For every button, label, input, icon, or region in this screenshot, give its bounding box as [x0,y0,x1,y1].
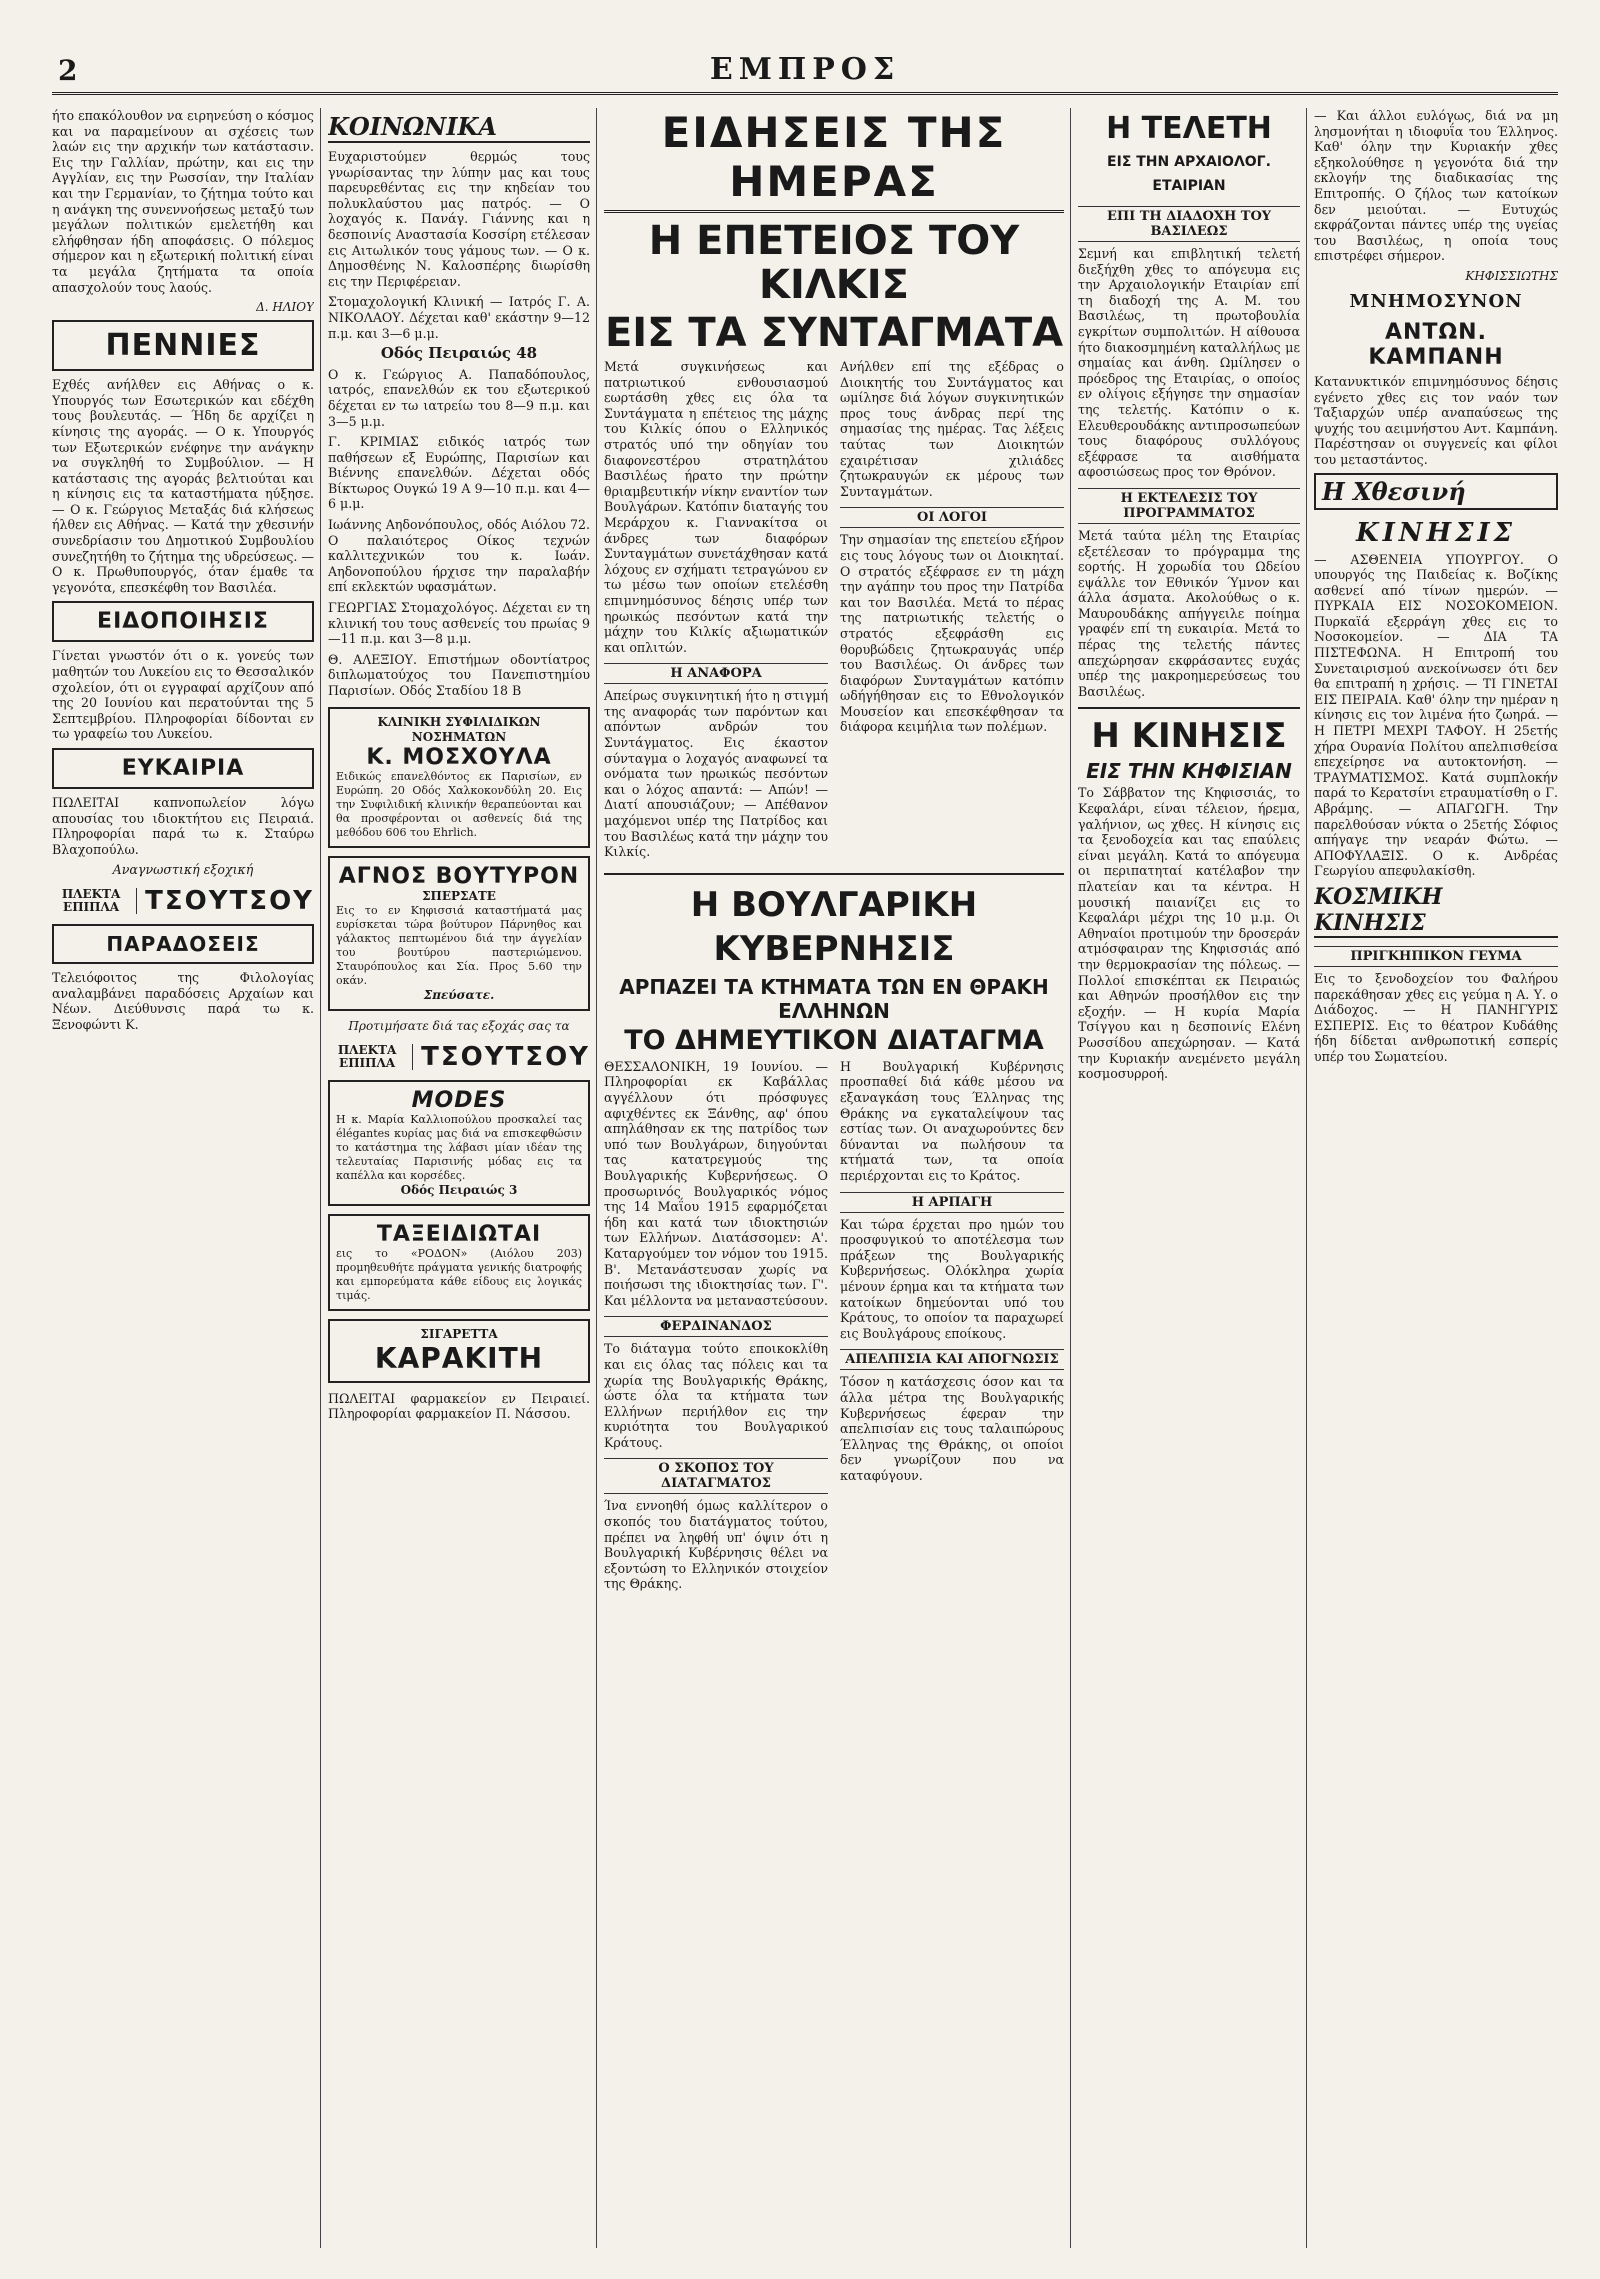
advert-subtitle: ΣΠΕΡΣΑΤΕ [422,888,496,903]
masthead [52,52,1558,95]
advert-text: Η κ. Μαρία Καλλιοπούλου προσκαλεί τας élégantes κυρίας μας διά να επισκεφθώσιν το κατάστημα της λάβασι μίαν ιδέαν της τελευταίας Παρισινής μόδας εις τα καπέλλα και κορσέδες. [336,1112,582,1182]
advert-note: Σπεύσατε. [423,987,495,1002]
article-text: Το διάταγμα τούτο εποικοκλίθη και εις όλας τας πόλεις και τα χωρία της Βουλγαρικής Θράκης, ώστε όλα τα κτήματα των Ελλήνων περιήλθον εις την κυριότητα του Βουλγαρικού Κράτους. [604,1341,828,1450]
article-text: Η Βουλγαρική Κυβέρνησις προσπαθεί διά κάθε μέσου να εξαναγκάση τους Έλληνας της Θράκης να εγκαταλείψουν τας εστίας των. Οι αναχωρούντες δεν δύνανται να πωλήσουν τα κτήματά των, τα οποία περιέρχονται εις το Κράτος. [840,1058,1064,1183]
advert-title: ΚΛΙΝΙΚΗ ΣΥΦΙΛΙΔΙΚΩΝ ΝΟΣΗΜΑΤΩΝ [377,714,541,744]
headline: ΕΙΣ ΤΑ ΣΥΝΤΑΓΜΑΤΑ [604,310,1064,356]
subheading: ΦΕΡΔΙΝΑΝΔΟΣ [604,1316,828,1337]
doctor-address: Οδός Πειραιώς 48 [380,344,538,363]
advert-brand: ΤΣΟΥΤΣΟΥ [421,1041,590,1072]
article-text: Ίνα εννοηθή όμως καλλίτερον ο σκοπός του διατάγματος τούτου, πρέπει να ληφθή υπ' όψιν ότι η Βουλγαρική Κυβέρνησις θέλει να εξοντώση το Ελληνικόν στοιχείον της Θράκης. [604,1498,828,1592]
doctor-notice: Ο κ. Γεώργιος Α. Παπαδόπουλος, ιατρός, επανελθών εκ του εξωτερικού δέχεται εν τω ιατρείω του 8—9 π.μ. και 3—5 μ.μ. [328,366,590,429]
section-heading: Η Χθεσινή [1314,473,1558,510]
advert-title: ΚΑΡΑΚΙΤΗ [374,1341,544,1375]
subheading: ΑΠΕΛΠΙΣΙΑ ΚΑΙ ΑΠΟΓΝΩΣΙΣ [840,1349,1064,1370]
advert-address: Οδός Πειραιώς 3 [400,1182,518,1197]
doctor-notice: Θ. ΑΛΕΞΙΟΥ. Επιστήμων οδοντίατρος διπλωματούχος του Πανεπιστημίου Παρισίων. Οδός Σταδίου 18 Β [328,651,590,698]
article-text: Εις το ξενοδοχείον του Φαλήρου παρεκάθησαν χθες εις γεύμα η Α. Υ. ο Διάδοχος. — Η ΠΑΝΗΓΥΡΙΣ ΕΣΠΕΡΙΣ. Εις το θέατρον Κυδάθης ήδη δίδεται ανθρωποτική εσπερίς υπέρ του Σωματείου. [1314,970,1558,1064]
article-text: Το Σάββατον της Κηφισσιάς, το Κεφαλάρι, είναι τέλειον, ήρεμα, γαλήνιον, ως χθες. Η κίνησις εις τα ξενοδοχεία και τας επαύλεις είναι μεγάλη. Κατά το απόγευμα οι περιπατηταί κατέλαβον την πλατείαν και τα κέντρα. Η μουσική παιανίζει εις το Κεφαλάρι μέχρι της 10 μ.μ. Οι Αθηναίοι προτιμούν την δροσεράν ατμόσφαιραν της Κηφισσιάς από την θερμοκρασίαν της πόλεως. — Πολλοί επισκέπται εκ Πειραιώς και Αθηνών προσήλθον εις την εξοχήν. — Η κυρία Μαρία Τσίγγου και η δεσποινίς Ελένη Ρωσσίδου απεχώρησαν. — Κατά την Κυριακήν ανεμένετο μεγάλη κοσμοσυρροή. [1078,785,1300,1082]
doctor-notice: Ιωάννης Αηδονόπουλος, οδός Αιόλου 72. Ο παλαιότερος Οίκος τεχνών καλλιτεχνικών του κ. Ιωάν. Αηδονοπούλου ήρχισε την παραλαβήν επί εκλεκτών υφασμάτων. [328,517,590,595]
travellers-advert [328,1214,590,1311]
article-signature: ΚΗΦΙΣΣΙΩΤΗΣ [1465,268,1558,283]
classified-text: ΠΩΛΕΙΤΑΙ φαρμακείον εν Πειραιεί. Πληροφορίαι φαρμακείον Π. Νάσσου. [328,1390,590,1422]
subheading: Η ΑΝΑΦΟΡΑ [604,663,828,684]
advert-text: Ειδικώς επανελθόντος εκ Παρισίων, εν Ευρώπη. 20 Οδός Χαλκοκονδύλη 20. Εις την Συφιλιδική κλινικήν θεραπεύονται και θα προσφέρονται οι ασθενείς διά της μεθόδου 606 του Ehrlich. [336,769,582,839]
article-text: — ΑΣΘΕΝΕΙΑ ΥΠΟΥΡΓΟΥ. Ο υπουργός της Παιδείας κ. Βοζίκης ασθενεί από τίνων ημερών. — ΠΥΡΚΑΙΑ ΕΙΣ ΝΟΣΟΚΟΜΕΙΟΝ. Πυρκαϊά εξερράγη χθες εις το Νοσοκομείον. — ΔΙΑ ΤΑ ΠΙΣΤΕΦΩΝΑ. Η Επιτροπή του Συνεταιρισμού ανεκοίνωσεν ότι δεν θα επιτραπή η χρήσις. — ΤΙ ΓΙΝΕΤΑΙ ΕΙΣ ΠΕΙΡΑΙΑ. Καθ' όλην την ημέραν η κίνησις εις τον λιμένα ήτο ζωηρά. — Η ΠΕΤΡΙ ΜΕΧΡΙ ΤΑΦΟΥ. Η 25ετής χήρα Ουρανία Πολίτου απελπισθείσα επεχείρησε να αυτοκτονήση. — ΤΡΑΥΜΑΤΙΣΜΟΣ. Κατά συμπλοκήν παρά το Κερατσίνι ετραυματίσθη ο Γ. Αβράμης. — ΑΠΑΓΩΓΗ. Την παρελθούσαν νύκτα ο 25ετής Σόφιος απήγαγε την νεαράν Φώτω. — ΑΠΟΦΥΛΑΞΙΣ. Ο κ. Ανδρέας Γεωργίου απεφυλακίσθη. [1314,551,1558,879]
subheading: ΟΙ ΛΟΓΟΙ [840,507,1064,528]
headline: Η ΤΕΛΕΤΗ [1106,111,1272,146]
article-text: Μετά ταύτα μέλη της Εταιρίας εξετέλεσαν το πρόγραμμα της εορτής. Η χορωδία του Ωδείου εψάλλε τον Εθνικόν Ύμνον και άλλα άσματα. Ακολούθως ο κ. Μαυρουδάκης απήγγειλε ποίημα γραφέν επί τη ευκαιρία. Μετά το πέρας της τελετής πάντες απεχώρησαν εκφράσαντες ευχάς υπέρ της μακροημερεύσεως του Βασιλέως. [1078,527,1300,699]
article-text: ΘΕΣΣΑΛΟΝΙΚΗ, 19 Ιουνίου. — Πληροφορίαι εκ Καβάλλας αγγέλλουν ότι πρόσφυγες αφιχθέντες εκ Ξάνθης, αφ' όπου απηλάθησαν εκ της πατρίδος των υπό των Βουλγάρων, διηγούνται τας κατατρεγμούς της Βουλγαρικής Κυβερνήσεως. Ο προσωρινός Βουλγαρικός νόμος της 14 Μαΐου 1915 εφαρμόζεται ήδη και κατά των ιδιοκτησιών των Ελλήνων. Διατάσσομεν: Α'. Καταργούμεν τον νόμον του 1915. Β'. Μετανάστευσαν χωρίς να ποιήσωσι της ιδιοκτησίας των. Γ'. Και μέλλοντα να μεταναστεύσουν. [604,1058,828,1308]
subheading: Η ΑΡΠΑΓΗ [840,1192,1064,1213]
classified-text: ΠΩΛΕΙΤΑΙ καπνοπωλείον λόγω απουσίας του ιδιοκτήτου εις Πειραιά. Πληροφορίαι παρά τω κ. Σταύρω Βλαχοπούλω. [52,795,314,857]
advert-label: ΠΛΕΚΤΑ ΕΠΙΠΛΑ [52,888,137,914]
classified-note: Αναγνωστική εξοχική [112,862,254,878]
subheading: ΠΡΙΓΚΗΠΙΚΟΝ ΓΕΥΜΑ [1314,946,1558,967]
furniture-advert [328,1042,590,1072]
divider [1078,707,1300,709]
section-heading: ΚΟΣΜΙΚΗ ΚΙΝΗΣΙΣ [1314,884,1558,938]
article-text: Ευχαριστούμεν θερμώς τους γνωρίσαντας την λύπην μας και τους παρευρεθέντας εις την κηδείαν του πολυκλαύστου μας πατρός. — Ο λοχαγός κ. Πανάγ. Γιάννης και η δεσποινίς Αναστασία Κοσσίρη ετέλεσαν εις Αιτωλικόν τους γάμους των. — Ο κ. Δημοσθένης Ν. Καλοσπέρης διωρίσθη εις την Περιφέρειαν. [328,149,590,289]
article-text: Γίνεται γνωστόν ότι ο κ. γονεύς των μαθητών του Λυκείου εις το Θεσσαλικόν σχολείον, ότι οι εγγραφαί αρχίζουν από της 20 Ιουνίου και περατούνται της 5 Σεπτεμβρίου. Πληροφορίαι δίδονται εν τω γραφείω του Λυκείου. [52,648,314,742]
section-heading: ΕΙΔΟΠΟΙΗΣΙΣ [52,601,314,642]
doctor-notice: Στομαχολογική Κλινική — Ιατρός Γ. Α. ΝΙΚΟΛΑΟΥ. Δέχεται καθ' εκάστην 9—12 π.μ. και 3—6 μ.μ. [328,294,590,341]
article-text: Σεμνή και επιβλητική τελετή διεξήχθη χθες το απόγευμα εις την Αρχαιολογικήν Εταιρίαν επί τη διαδοχή της Α. Μ. του Βασιλέως, τη πρωτοβουλία εγκρίτων συμπολιτών. Η αίθουσα ήτο διακοσμημένη καταλλήλως με σημαίας και άνθη. Ωμίλησεν ο πρόεδρος της Εταιρίας, ο οποίος εν ολίγοις εξήγησε την σημασίαν της τελετής. Κατόπιν ο κ. Ελευθερουδάκης αντιπροσωπεύων τους διαφόρους συλλόγους εξέφρασε τα αισθήματα αφοσιώσεως προς τον Θρόνον. [1078,246,1300,480]
doctor-notice: ΓΕΩΡΓΙΑΣ Στομαχολόγος. Δέχεται εν τη κλινική του τους ασθενείς του πρωίας 9—11 π.μ. και 3—8 μ.μ. [328,600,590,647]
column-4 [1078,108,1300,1087]
column-1 [52,108,314,1037]
advert-text: Εις το εν Κηφισσιά καταστήματά μας ευρίσκεται τώρα βούτυρον Πάρνηθος και γάλακτος πεπτωμένου διά την άγγελίαν του βουτύρου παστεριώμενου. Σταυρόπουλος και Σία. Προς 5.60 την οκάν. [336,903,582,987]
page-number: 2 [58,54,78,87]
column-3 [604,108,1064,1597]
advert-label: ΠΛΕΚΤΑ ΕΠΙΠΛΑ [328,1044,413,1070]
section-heading: ΚΟΙΝΩΝΙΚΑ [328,112,590,143]
doctor-notice: Γ. ΚΡΙΜΙΑΣ ειδικός ιατρός των παθήσεων εξ Ευρώπης, Παρισίων και Βιέννης επανελθών. Δέχεται οδός Βίκτωρος Ουγκώ 19 Α 9—10 π.μ. και 4—6 μ.μ. [328,434,590,512]
clinic-advert [328,707,590,848]
column-rule [320,108,321,2248]
headline: ΤΟ ΔΗΜΕΥΤΙΚΟΝ ΔΙΑΤΑΓΜΑ [624,1024,1044,1056]
article-text: Την σημασίαν της επετείου εξήρον εις τους λόγους των οι Διοικηταί. Ο στρατός εξέφρασε εν τη μάχη την αγάπην του προς την Πατρίδα και τον Βασιλέα. Μετά το πέρας της πατριωτικής τελετής ο στρατός εξεφράσθη εις θορυβώδεις ζητωκραυγάς υπέρ του Βασιλέως. Οι άνδρες των διαφόρων Συνταγμάτων κατόπιν ωδήγήθησαν εις το Εθνολογικόν Μουσείον και επεσκέφθησαν τα διάφορα κειμήλια των πολέμων. [840,532,1064,735]
section-heading: ΑΝΤΩΝ. ΚΑΜΠΑΝΗ [1368,319,1504,370]
advert-brand: ΤΣΟΥΤΣΟΥ [145,885,314,916]
section-banner: ΕΙΔΗΣΕΙΣ ΤΗΣ ΗΜΕΡΑΣ [604,108,1064,213]
column-rule [1070,108,1071,2248]
section-heading: ΚΙΝΗΣΙΣ [1355,517,1517,548]
subheading: Ο ΣΚΟΠΟΣ ΤΟΥ ΔΙΑΤΑΓΜΑΤΟΣ [604,1458,828,1494]
column-5 [1314,108,1558,1070]
article-columns [604,1059,1064,1597]
article-text: Μετά συγκινήσεως και πατριωτικού ενθουσιασμού εωρτάσθη χθες εις όλα τα Συντάγματα η επέτειος της μάχης του Κιλκίς όπου ο Ελληνικός στρατός υπό την οδηγίαν του διαφονεστέρου στρατηλάτου Βασιλέως ήρατο την πρώτην θριαμβευτικήν νίκην εναντίον των Βουλγάρων. Κατόπιν διαταγής του Μεράρχου κ. Γιαννακίτσα οι άνδρες των διαφόρων Συνταγμάτων συνετάχθησαν κατά λόχους εν σχήματι τετραγώνου εν τω μέσω των οποίων ετελέσθη επιμνημόσυνος δέησις υπέρ των ηρωικώς πεσόντων κατά την μάχην του Κιλκίς αξιωματικών και οπλιτών. [604,359,829,655]
headline: Η ΒΟΥΛΓΑΡΙΚΗ ΚΥΒΕΡΝΗΣΙΣ [690,884,978,969]
furniture-advert [52,886,314,916]
article-text: Κατανυκτικόν επιμνημόσυνος δέησις εγένετο χθες εις τον ναόν των Ταξιαρχών υπέρ αναπαύσεως της ψυχής του αειμνήστου Αντ. Καμπάνη. Παρέστησαν οι συγγενείς και φίλοι του μεταστάντος. [1314,373,1558,467]
section-heading: ΠΕΝΝΙΕΣ [52,320,314,371]
classified-text: Τελειόφοιτος της Φιλολογίας αναλαμβάνει παραδόσεις Αρχαίων και Νέων. Διεύθυνσις παρά τω κ. Ξενοφώντι Κ. [52,969,314,1032]
butter-advert [328,856,590,1011]
section-heading: ΕΥΚΑΙΡΙΑ [52,748,314,789]
subheading: Η ΕΚΤΕΛΕΣΙΣ ΤΟΥ ΠΡΟΓΡΑΜΜΑΤΟΣ [1078,488,1300,524]
article-columns [604,359,1064,865]
subheading: ΕΠΙ ΤΗ ΔΙΑΔΟΧΗ ΤΟΥ ΒΑΣΙΛΕΩΣ [1078,206,1300,242]
advert-text: εις το «ΡΟΔΟΝ» (Αιόλου 203) προμηθευθήτε πράγματα γενικής διατροφής και εμπορεύματα κάθε είδους εις λογικάς τιμάς. [336,1246,582,1302]
headline: ΑΡΠΑΖΕΙ ΤΑ ΚΤΗΜΑΤΑ ΤΩΝ ΕΝ ΘΡΑΚΗ ΕΛΛΗΝΩΝ [619,974,1049,1023]
article-text: Απείρως συγκινητική ήτο η στιγμή της αναφοράς των παρόντων και απόντων ανδρών του Συντάγματος. Εις έκαστον σύνταγμα ο λοχαγός αναφωνεί τα ονόματα των ηρωικώς πεσόντων και ο λόχος απαντά: — Απών! — Διατί απουσιάζουν; — Απέθανον μαχόμενοι υπέρ της Πατρίδος και του Βασιλέως κατά την μάχην του Κιλκίς. [604,688,828,860]
column-rule [596,108,597,2248]
article-text: — Και άλλοι ευλόγως, διά να μη λησμονήται η ιδιοφυΐα του Έλληνος. Καθ' όλην την Κυριακήν χθες εξηκολούθησε η γεγονότα διά την εκλογήν της διαδικασίας της Επιτροπής. Ο ζήλος των κατοίκων δεν μειούται. — Ευτυχώς εκφράζονται πάντες υπέρ της υγείας του Βασιλέως, η οποία τους επιστρέφει σήμερον. [1314,108,1558,264]
advert-title: MODES [411,1087,507,1113]
advert-title: ΑΓΝΟΣ ΒΟΥΤΥΡΟΝ [338,863,580,889]
column-2 [328,108,590,1427]
article-text: Και τώρα έρχεται προ ημών του προσφυγικού το αποτέλεσμα των πράξεων της Βουλγαρικής Κυβερνήσεως. Ολόκληρα χωρία μένουν έρημα και τα κτήματα των κατοίκων δημεύονται υπό του Κράτους, το οποίον τα παραχωρεί εις Βουλγάρους εποίκους. [840,1216,1064,1341]
newspaper-title: ΕΜΠΡΟΣ [709,52,901,87]
advert-name: Κ. ΜΟΣΧΟΥΛΑ [366,744,552,770]
headline: Η ΚΙΝΗΣΙΣ [1091,716,1287,757]
advert-title: ΤΑΞΕΙΔΙΩΤΑΙ [376,1221,542,1247]
headline: ΕΙΣ ΤΗΝ ΑΡΧΑΙΟΛΟΓ. ΕΤΑΙΡΙΑΝ [1107,154,1271,194]
article-text: Εχθές ανήλθεν εις Αθήνας ο κ. Υπουργός των Εσωτερικών και εδέχθη τους βουλευτάς. — Ήδη δε αρχίζει η κίνησις της αγοράς. — Ο κ. Υπουργός των Εξωτερικών ενέφηνε την ανάγκην να συγκληθή το Συμβούλιον. — Η κατάστασις της αγοράς βελτιούται και η κίνησις εις τα καταστήματα ηύξησε. — Ο κ. Γεώργιος Μεταξάς διά κλήσεως ήλθεν εις Αθήνας. — Κατά την χθεσινήν συνεδρίασιν του Δημοτικού Συμβουλίου συνεζητήθη το ζήτημα της υδρεύσεως. — Ο κ. Πρωθυπουργός, όταν έμαθε τα γεγονότα, επεσκέφθη τον Βασιλέα. [52,377,314,595]
article-text: Ανήλθεν επί της εξέδρας ο Διοικητής του Συντάγματος και ωμίλησε διά λόγων συγκινητικών προς τους άνδρας περί της σημασίας της ημέρας. Τας λέξεις ταύτας των Διοικητών εχαιρέτισαν χιλιάδες ζητωκραυγών εκ μέρους των Συνταγμάτων. [840,359,1064,499]
section-heading: ΜΝΗΜΟΣΥΝΟΝ [1349,290,1523,312]
cigarette-advert [328,1319,590,1383]
divider [604,873,1064,875]
advert-subtitle: ΣΙΓΑΡΕΤΤΑ [420,1326,498,1341]
column-rule [1306,108,1307,2248]
section-heading: ΠΑΡΑΔΟΣΕΙΣ [52,924,314,964]
headline: Η ΕΠΕΤΕΙΟΣ ΤΟΥ ΚΙΛΚΙΣ [648,218,1020,308]
advert-subtitle: Προτιμήσατε διά τας εξοχάς σας τα [348,1018,570,1033]
headline: ΕΙΣ ΤΗΝ ΚΗΦΙΣΙΑΝ [1086,759,1292,784]
article-text: Τόσον η κατάσχεσις όσον και τα άλλα μέτρα της Βουλγαρικής Κυβερνήσεως έφεραν την απελπισίαν εις τους ταλαιπώρους Έλληνας της Θράκης, οι οποίοι δεν γνωρίζουν που να καταφύγουν. [840,1374,1064,1483]
article-text: ήτο επακόλουθον να ειρηνεύση ο κόσμος και να παραμείνουν αι σχέσεις των λαών εις την αρχικήν των κατάστασιν. Εις την Γαλλίαν, πρώτην, και εις την Αγγλίαν, εις την Ρωσσίαν, την Ιταλίαν και την Γερμανίαν, το ζήτημα τούτο και η ανάγκη της συνεννοήσεως μεταξύ των μεγάλων πολιτικών εμελετήθη και ελήφθησαν ήδη αποφάσεις. Ο πόλεμος σήμερον και η εξωτερική πολιτική είναι τα μεγάλα ζητήματα τα οποία απασχολούν τους λαούς. [52,108,314,295]
modes-advert [328,1080,590,1206]
article-signature: Δ. ΗΛΙΟΥ [256,300,314,315]
newspaper-page [52,52,1558,2252]
